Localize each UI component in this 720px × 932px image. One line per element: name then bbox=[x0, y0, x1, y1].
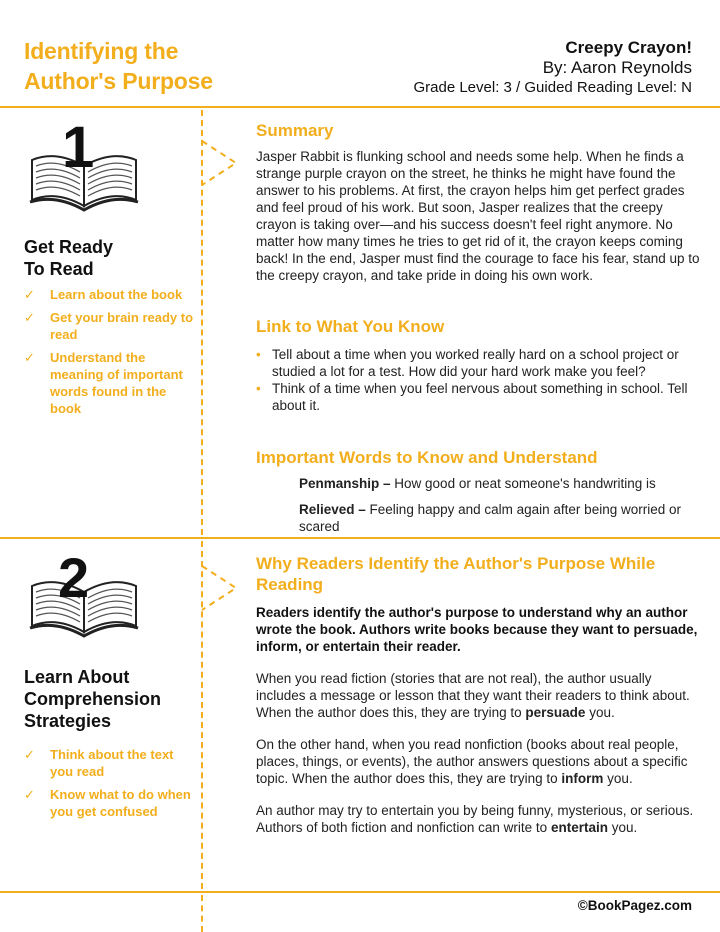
vocab-definition: How good or neat someone's handwriting is bbox=[390, 476, 656, 491]
vocab-item bbox=[256, 475, 702, 492]
keyword: inform bbox=[561, 771, 604, 786]
book-title: Creepy Crayon! bbox=[565, 38, 692, 57]
list-item bbox=[256, 380, 702, 414]
paragraph-text: On the other hand, when you read nonfiction (books about real people, places, things, or events), the author answers questions about a specific topic. When the author does this, they are trying to bbox=[256, 737, 688, 786]
page-title-line-1: Identifying the bbox=[24, 38, 179, 64]
grade-level: Grade Level: 3 / Guided Reading Level: N bbox=[413, 79, 692, 96]
step-heading bbox=[24, 236, 113, 280]
paragraph-end: you. bbox=[607, 820, 638, 835]
list-item-label: Think about the text you read bbox=[50, 747, 174, 779]
list-item-label: Learn about the book bbox=[50, 287, 183, 302]
vocab-item bbox=[256, 501, 702, 535]
list-item bbox=[24, 786, 194, 820]
paragraph-end: you. bbox=[585, 705, 615, 720]
book-author: By: Aaron Reynolds bbox=[542, 58, 692, 77]
page-title bbox=[24, 36, 213, 96]
list-item-label: Understand the meaning of important words found in the book bbox=[50, 350, 183, 416]
bullet-icon: • bbox=[256, 347, 261, 362]
step-heading-line-3: Strategies bbox=[24, 711, 112, 731]
checkmark-icon: ✓ bbox=[24, 287, 35, 302]
vocab-definition: Feeling happy and calm again after being worried or scared bbox=[299, 502, 681, 534]
step-heading-line-1: Learn About bbox=[24, 667, 130, 687]
step-heading-line-2: Comprehension bbox=[24, 689, 162, 709]
bullet-icon: • bbox=[256, 381, 261, 396]
why-section bbox=[256, 553, 702, 836]
summary-heading: Summary bbox=[256, 121, 334, 140]
checklist bbox=[24, 286, 194, 423]
link-heading: Link to What You Know bbox=[256, 317, 445, 336]
why-heading: Why Readers Identify the Author's Purpose While Reading bbox=[256, 554, 656, 594]
book-info bbox=[413, 38, 692, 97]
list-item-label: Think of a time when you feel nervous about something in school. Tell about it. bbox=[272, 381, 688, 413]
column-divider-3 bbox=[201, 895, 203, 932]
header-divider bbox=[0, 106, 720, 108]
page-title-line-2: Author's Purpose bbox=[24, 68, 213, 94]
step-heading bbox=[24, 666, 161, 732]
words-heading: Important Words to Know and Understand bbox=[256, 448, 598, 467]
step-number: 1 bbox=[62, 115, 95, 180]
list-item bbox=[24, 286, 194, 303]
checkmark-icon: ✓ bbox=[24, 747, 35, 762]
step-heading-line-1: Get Ready bbox=[24, 237, 114, 257]
copyright: ©BookPagez.com bbox=[577, 898, 692, 913]
open-book-icon bbox=[26, 115, 146, 212]
why-intro: Readers identify the author's purpose to understand why an author wrote the book. Authors write books because they want to persuade, inform, or entertain their reader. bbox=[256, 605, 698, 654]
vocab-term: Relieved – bbox=[299, 502, 366, 517]
section-divider bbox=[0, 537, 720, 539]
paragraph-end: you. bbox=[603, 771, 633, 786]
open-book-icon bbox=[26, 548, 146, 638]
list-item bbox=[24, 309, 194, 343]
dashed-arrow-icon bbox=[200, 560, 240, 620]
why-paragraph-entertain bbox=[256, 802, 702, 836]
checkmark-icon: ✓ bbox=[24, 350, 35, 365]
checklist bbox=[24, 746, 194, 826]
checkmark-icon: ✓ bbox=[24, 787, 35, 802]
summary-section bbox=[256, 120, 702, 284]
list-item-label: Get your brain ready to read bbox=[50, 310, 194, 342]
list-item-label: Know what to do when you get confused bbox=[50, 787, 191, 819]
words-section bbox=[256, 447, 702, 535]
link-bullets bbox=[256, 346, 702, 414]
checkmark-icon: ✓ bbox=[24, 310, 35, 325]
step-number: 2 bbox=[58, 546, 90, 609]
link-section bbox=[256, 316, 702, 414]
paragraph-text: When you read fiction (stories that are not real), the author usually includes a message or lesson that they want their readers to think about. When the author does this, they are trying to bbox=[256, 671, 690, 720]
keyword: entertain bbox=[550, 820, 608, 835]
list-item bbox=[24, 349, 194, 417]
list-item bbox=[256, 346, 702, 380]
keyword: persuade bbox=[525, 705, 586, 720]
footer-divider bbox=[0, 891, 720, 893]
vocab-term: Penmanship – bbox=[299, 476, 391, 491]
list-item bbox=[24, 746, 194, 780]
why-paragraph-fiction bbox=[256, 670, 702, 721]
step-heading-line-2: To Read bbox=[24, 259, 94, 279]
paragraph-text: An author may try to entertain you by being funny, mysterious, or serious. Authors of both fiction and nonfiction can write to bbox=[256, 803, 694, 835]
why-paragraph-nonfiction bbox=[256, 736, 702, 787]
dashed-arrow-icon bbox=[200, 135, 240, 195]
list-item-label: Tell about a time when you worked really hard on a school project or studied a lot for a test. How did your hard work make you feel? bbox=[272, 347, 679, 379]
summary-text: Jasper Rabbit is flunking school and needs some help. When he finds a strange purple crayon on the street, he thinks he might have found the answer to his problems. At first, the crayon helps him get perfect grades and feel proud of his work. But soon, Jasper realizes that the creepy crayon is taking over—and his success doesn't feel right anymore. No matter how many times he tries to get rid of it, the crayon keeps coming back! In the end, Jasper must find the courage to face his fear, stand up to the creepy crayon, and take pride in doing his own work. bbox=[256, 149, 700, 283]
